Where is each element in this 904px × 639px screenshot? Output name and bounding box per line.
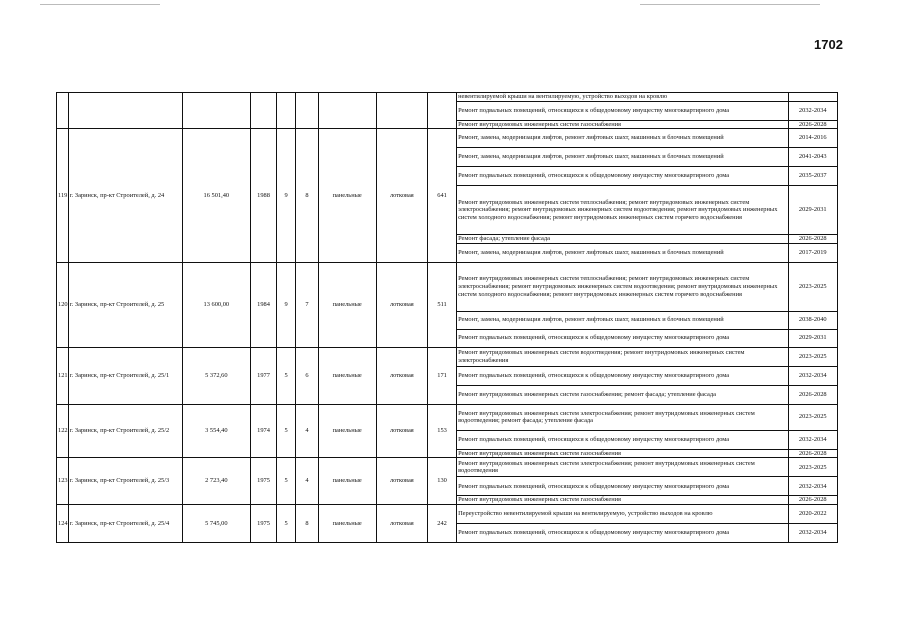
- entrances-cell: 8: [296, 129, 319, 263]
- wall-material-cell: панельные: [318, 347, 376, 404]
- work-type-cell: Ремонт внутридомовых инженерных систем газоснабжения: [457, 496, 788, 505]
- scan-edge-mark: [640, 4, 820, 5]
- period-cell: 2023-2025: [788, 458, 837, 477]
- entrances-cell: 7: [296, 262, 319, 347]
- area-cell: 13 600,00: [182, 262, 251, 347]
- work-type-cell: Ремонт подвальных помещений, относящихся к общедомовому имуществу многоквартирного дома: [457, 477, 788, 496]
- roof-type-cell: лотковая: [376, 404, 427, 458]
- floors-cell: 5: [276, 347, 295, 404]
- continued-cell: [296, 93, 319, 129]
- address-cell: г. Заринск, пр-кт Строителей, д. 25: [68, 262, 182, 347]
- residents-cell: 641: [428, 129, 457, 263]
- area-cell: 16 501,40: [182, 129, 251, 263]
- residents-cell: 511: [428, 262, 457, 347]
- year-cell: 1975: [251, 458, 277, 505]
- floors-cell: 5: [276, 458, 295, 505]
- work-type-cell: Ремонт подвальных помещений, относящихся к общедомовому имуществу многоквартирного дома: [457, 366, 788, 385]
- continued-cell: [182, 93, 251, 129]
- period-cell: 2032-2034: [788, 477, 837, 496]
- year-cell: 1977: [251, 347, 277, 404]
- work-type-cell: Ремонт внутридомовых инженерных систем электроснабжения; ремонт внутридомовых инженерных систем водоотведения; ремонт фасада; утепление фасада: [457, 404, 788, 430]
- area-cell: 2 723,40: [182, 458, 251, 505]
- work-type-cell: Ремонт подвальных помещений, относящихся к общедомовому имуществу многоквартирного дома: [457, 430, 788, 449]
- residents-cell: 242: [428, 504, 457, 542]
- year-cell: 1974: [251, 404, 277, 458]
- period-cell: 2023-2025: [788, 262, 837, 311]
- area-cell: 5 745,00: [182, 504, 251, 542]
- work-type-cell: Ремонт внутридомовых инженерных систем электроснабжения; ремонт внутридомовых инженерных систем водоотведения: [457, 458, 788, 477]
- continued-cell: [251, 93, 277, 129]
- period-cell: 2032-2034: [788, 366, 837, 385]
- period-cell: 2017-2019: [788, 243, 837, 262]
- residents-cell: 130: [428, 458, 457, 505]
- row-number-cell: 124: [57, 504, 69, 542]
- page-number: 1702: [814, 37, 843, 52]
- roof-type-cell: лотковая: [376, 504, 427, 542]
- floors-cell: 5: [276, 504, 295, 542]
- table-row: [57, 347, 838, 366]
- table-row: [57, 458, 838, 477]
- work-type-cell: Ремонт внутридомовых инженерных систем газоснабжения: [457, 449, 788, 458]
- roof-type-cell: лотковая: [376, 458, 427, 505]
- work-type-cell: Ремонт фасада; утепление фасада: [457, 235, 788, 244]
- address-cell: г. Заринск, пр-кт Строителей, д. 24: [68, 129, 182, 263]
- table-row: [57, 504, 838, 523]
- work-type-cell: Ремонт внутридомовых инженерных систем теплоснабжения; ремонт внутридомовых инженерных систем электроснабжения; ремонт внутридомовых инженерных систем водоотведения; ремонт внутридомовых инженерных систем холодного водоснабжения; ремонт внутридомовых инженерных систем горячего водоснабжения: [457, 186, 788, 235]
- entrances-cell: 8: [296, 504, 319, 542]
- work-type-cell: Ремонт, замена, модернизация лифтов, ремонт лифтовых шахт, машинных и блочных помещений: [457, 311, 788, 329]
- work-type-cell: Переустройство невентилируемой крыши на вентилируемую, устройство выходов на кровлю: [457, 504, 788, 523]
- work-type-cell: Ремонт внутридомовых инженерных систем газоснабжения; ремонт фасада; утепление фасада: [457, 385, 788, 404]
- period-cell: 2029-2031: [788, 329, 837, 347]
- floors-cell: 9: [276, 262, 295, 347]
- row-number-cell: 121: [57, 347, 69, 404]
- period-cell: 2041-2043: [788, 148, 837, 167]
- row-number-cell: 120: [57, 262, 69, 347]
- row-number-cell: 119: [57, 129, 69, 263]
- work-type-cell: Ремонт подвальных помещений, относящихся к общедомовому имуществу многоквартирного дома: [457, 167, 788, 186]
- period-cell: 2032-2034: [788, 523, 837, 542]
- address-cell: г. Заринск, пр-кт Строителей, д. 25/2: [68, 404, 182, 458]
- period-cell: 2023-2025: [788, 404, 837, 430]
- address-cell: г. Заринск, пр-кт Строителей, д. 25/4: [68, 504, 182, 542]
- wall-material-cell: панельные: [318, 404, 376, 458]
- work-type-cell: Ремонт внутридомовых инженерных систем газоснабжения: [457, 120, 788, 129]
- entrances-cell: 4: [296, 404, 319, 458]
- row-number-cell: 122: [57, 404, 69, 458]
- continued-cell: [428, 93, 457, 129]
- continued-cell: [68, 93, 182, 129]
- continued-cell: [276, 93, 295, 129]
- address-cell: г. Заринск, пр-кт Строителей, д. 25/3: [68, 458, 182, 505]
- period-cell: 2026-2028: [788, 120, 837, 129]
- period-cell: [788, 93, 837, 102]
- period-cell: 2026-2028: [788, 496, 837, 505]
- row-number-cell: 123: [57, 458, 69, 505]
- period-cell: 2032-2034: [788, 430, 837, 449]
- wall-material-cell: панельные: [318, 504, 376, 542]
- floors-cell: 5: [276, 404, 295, 458]
- year-cell: 1988: [251, 129, 277, 263]
- residents-cell: 153: [428, 404, 457, 458]
- period-cell: 2026-2028: [788, 385, 837, 404]
- scan-edge-mark: [40, 4, 160, 5]
- area-cell: 5 372,60: [182, 347, 251, 404]
- work-type-cell: Ремонт, замена, модернизация лифтов, ремонт лифтовых шахт, машинных и блочных помещений: [457, 148, 788, 167]
- address-cell: г. Заринск, пр-кт Строителей, д. 25/1: [68, 347, 182, 404]
- work-type-cell: невентилируемой крыши на вентилируемую, устройство выходов на кровлю: [457, 93, 788, 102]
- work-type-cell: Ремонт внутридомовых инженерных систем теплоснабжения; ремонт внутридомовых инженерных систем электроснабжения; ремонт внутридомовых инженерных систем водоотведения; ремонт внутридомовых инженерных систем холодного водоснабжения; ремонт внутридомовых инженерных систем горячего водоснабжения: [457, 262, 788, 311]
- residents-cell: 171: [428, 347, 457, 404]
- period-cell: 2035-2037: [788, 167, 837, 186]
- wall-material-cell: панельные: [318, 262, 376, 347]
- entrances-cell: 6: [296, 347, 319, 404]
- work-type-cell: Ремонт, замена, модернизация лифтов, ремонт лифтовых шахт, машинных и блочных помещений: [457, 129, 788, 148]
- table-row: [57, 262, 838, 311]
- repair-schedule-table: [56, 92, 838, 543]
- work-type-cell: Ремонт подвальных помещений, относящихся к общедомовому имуществу многоквартирного дома: [457, 101, 788, 120]
- roof-type-cell: лотковая: [376, 347, 427, 404]
- period-cell: 2020-2022: [788, 504, 837, 523]
- work-type-cell: Ремонт подвальных помещений, относящихся к общедомовому имуществу многоквартирного дома: [457, 329, 788, 347]
- roof-type-cell: лотковая: [376, 129, 427, 263]
- work-type-cell: Ремонт, замена, модернизация лифтов, ремонт лифтовых шахт, машинных и блочных помещений: [457, 243, 788, 262]
- floors-cell: 9: [276, 129, 295, 263]
- period-cell: 2038-2040: [788, 311, 837, 329]
- roof-type-cell: лотковая: [376, 262, 427, 347]
- year-cell: 1984: [251, 262, 277, 347]
- table-row: [57, 404, 838, 430]
- period-cell: 2032-2034: [788, 101, 837, 120]
- period-cell: 2026-2028: [788, 449, 837, 458]
- wall-material-cell: панельные: [318, 458, 376, 505]
- entrances-cell: 4: [296, 458, 319, 505]
- year-cell: 1975: [251, 504, 277, 542]
- continued-cell: [376, 93, 427, 129]
- work-type-cell: Ремонт подвальных помещений, относящихся к общедомовому имуществу многоквартирного дома: [457, 523, 788, 542]
- continued-cell: [57, 93, 69, 129]
- area-cell: 3 554,40: [182, 404, 251, 458]
- period-cell: 2023-2025: [788, 347, 837, 366]
- table-row: [57, 129, 838, 148]
- period-cell: 2026-2028: [788, 235, 837, 244]
- work-type-cell: Ремонт внутридомовых инженерных систем водоотведения; ремонт внутридомовых инженерных систем электроснабжения: [457, 347, 788, 366]
- table-row: [57, 93, 838, 102]
- period-cell: 2029-2031: [788, 186, 837, 235]
- continued-cell: [318, 93, 376, 129]
- period-cell: 2014-2016: [788, 129, 837, 148]
- wall-material-cell: панельные: [318, 129, 376, 263]
